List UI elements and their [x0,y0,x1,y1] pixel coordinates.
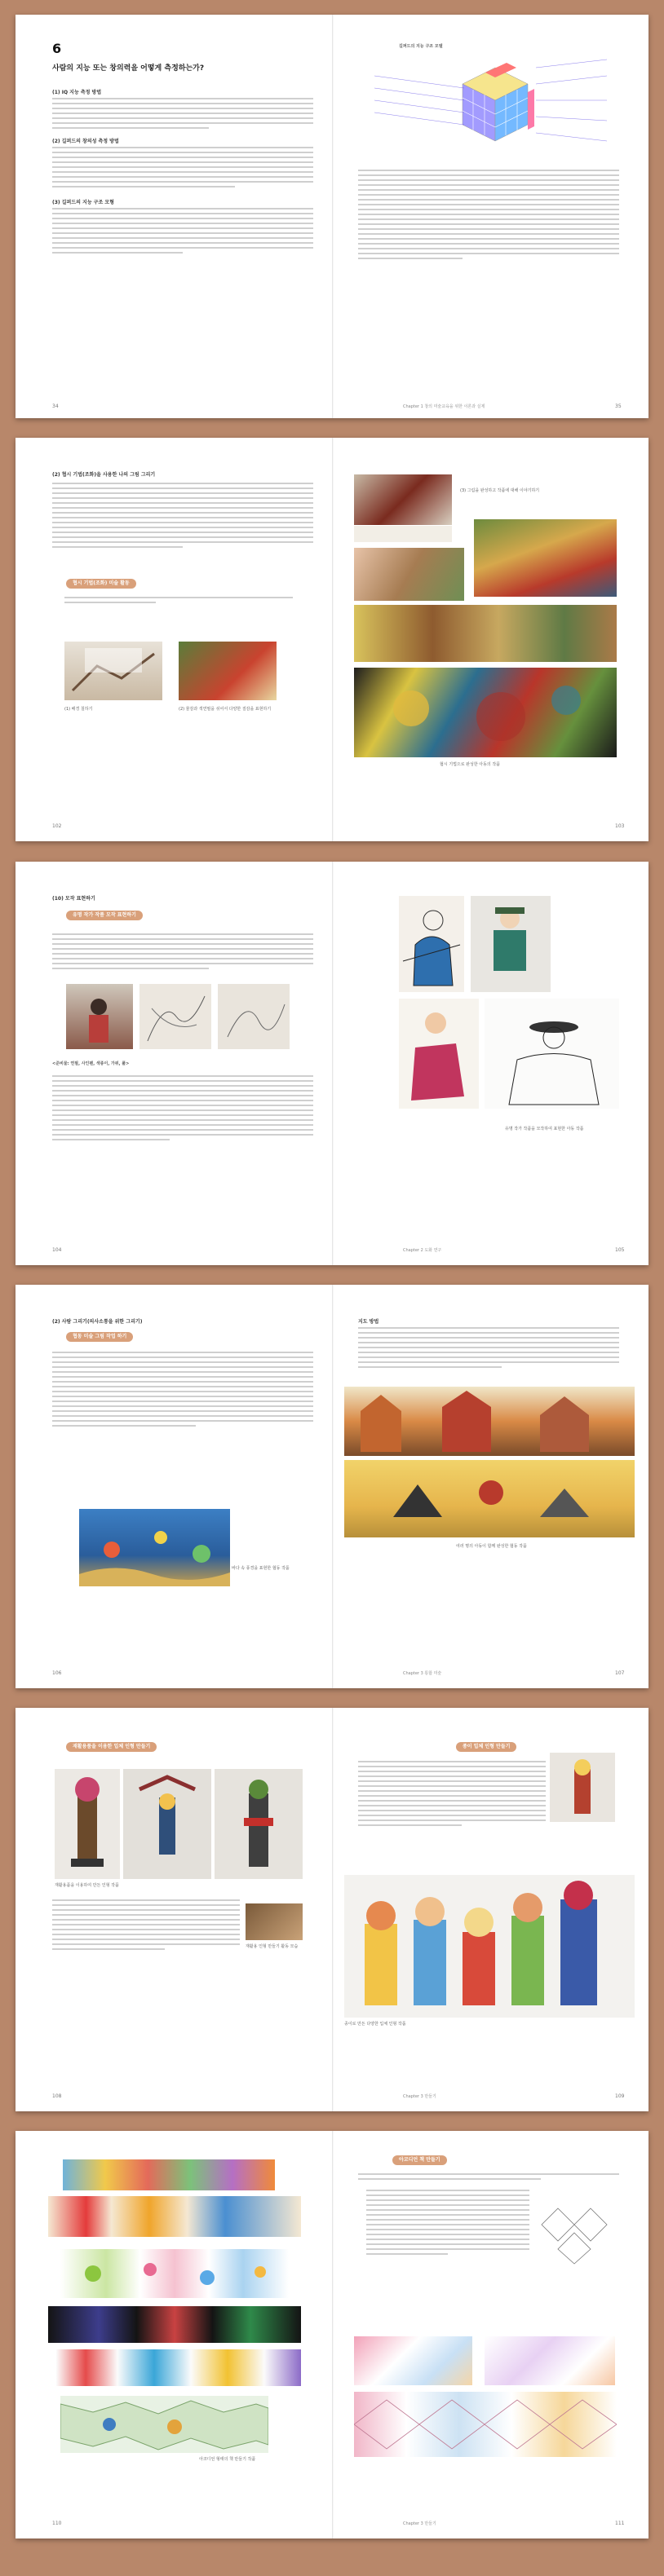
activity-tag: 아코디언 책 만들기 [392,2155,447,2165]
body-text [358,170,619,262]
puppet-photo [550,1753,615,1822]
body-text [52,147,313,191]
spread-3 [15,862,649,1265]
page-number: 110 [52,2521,62,2526]
photo-caption: (2) 물감과 색연필을 섞어서 다양한 질감을 표현하기 [179,707,272,712]
intelligence-structure-cube [366,51,611,157]
body-text [52,1352,313,1430]
student-artwork [354,605,617,662]
page-number: 102 [52,823,62,829]
activity-photo [64,642,162,700]
spread-5 [15,1708,649,2111]
accordion-book-photo [48,2306,301,2343]
page-number: 111 [615,2521,625,2526]
accordion-book-photo [56,2349,301,2386]
student-artwork [485,999,619,1109]
puppet-group-photo [344,1875,635,2018]
accordion-book-photo [354,2336,472,2385]
artwork-caption: 여러 명의 아동이 함께 완성한 협동 작품 [456,1544,527,1549]
student-artwork [399,896,464,992]
student-artwork [354,548,464,601]
photo-caption: (3) 그림을 완성하고 작품에 대해 이야기하기 [460,488,540,493]
page-number: 105 [615,1247,625,1253]
page-number: 108 [52,2093,62,2099]
activity-tag: 협시 기법(조화) 미술 활동 [66,579,136,589]
activity-tag: 종이 입체 인형 만들기 [456,1742,516,1752]
activity-photo [246,1903,303,1940]
puppet-photo [123,1769,211,1879]
accordion-book-photo [485,2336,615,2385]
section-title: (2) 사람 그리기(의사소통을 위한 그리기) [52,1319,143,1325]
subheading: (2) 길퍼드의 창의성 측정 방법 [52,139,119,144]
running-footer: Chapter 1 창의 미술교육을 위한 이론과 실제 [403,404,485,409]
gutter [332,15,334,418]
photo-caption: (1) 배경 칠하기 [64,707,93,712]
section-title: 지도 방법 [358,1319,379,1325]
activity-photo [218,984,290,1049]
accordion-book-photo [60,2396,268,2453]
activity-photo [66,984,133,1049]
photo-caption: 재활용품을 이용하여 만든 인형 작품 [55,1883,119,1888]
gutter [332,862,334,1265]
subheading: (1) IQ 지능 측정 방법 [52,90,102,95]
materials-label: <준비물: 연필, 사인펜, 색종이, 가위, 풀> [52,1061,130,1066]
body-text [52,1899,240,1953]
page-number: 104 [52,1247,62,1253]
subheading: (3) 길퍼드의 지능 구조 모형 [52,200,114,205]
gutter [332,1708,334,2111]
student-artwork [474,519,617,597]
running-footer: Chapter 3 통합 미술 [403,1671,442,1676]
section-title: 사람의 지능 또는 창의력을 어떻게 측정하는가? [52,64,205,73]
activity-photo [139,984,211,1049]
page-number: 106 [52,1670,62,1676]
gutter [332,1285,334,1688]
activity-tag: 협동 미술 그림 작업 하기 [66,1332,133,1342]
student-artwork [344,1460,635,1537]
gutter [332,438,334,841]
body-text [52,483,313,551]
body-text [52,98,313,132]
accordion-book-photo [48,2196,301,2237]
body-text [52,933,313,973]
page-number: 103 [615,823,625,829]
page-number: 34 [52,404,59,409]
body-text [52,1075,313,1144]
puppet-photo [215,1769,303,1879]
body-text [358,1761,546,1829]
materials-text [64,597,293,607]
photo-caption: 종이로 만든 다양한 입체 인형 작품 [344,2022,406,2027]
running-footer: Chapter 3 만들기 [403,2094,436,2099]
artwork-caption: 유명 작가 작품을 모작하여 표현한 아동 작품 [505,1127,584,1131]
student-artwork [79,1509,230,1586]
folding-diagram [538,2200,619,2265]
activity-tag: 유명 작가 작품 모작 표현하기 [66,911,143,920]
puppet-photo [55,1769,120,1879]
student-artwork [399,999,479,1109]
photo-caption: 재활용 인형 만들기 활동 모습 [246,1944,299,1949]
section-title: (10) 모작 표현하기 [52,896,95,902]
figure-title: 길퍼드의 지능 구조 모델 [399,44,443,49]
student-artwork [344,1387,635,1456]
artwork-caption: 바다 속 풍경을 표현한 협동 작품 [232,1566,290,1571]
student-artwork [354,668,617,757]
instruction-list [366,2190,529,2258]
artwork-caption: 협시 기법으로 완성한 아동의 작품 [440,762,500,767]
body-text [358,1327,619,1371]
activity-photo [179,642,277,700]
accordion-book-photo [60,2249,289,2298]
running-footer: Chapter 3 만들기 [403,2521,436,2526]
spread-1 [15,15,649,418]
chapter-mark: 6 [52,41,62,56]
page-number: 109 [615,2093,625,2099]
photo-caption: 아코디언 형태의 책 만들기 작품 [199,2457,256,2462]
activity-tag: 재활용품을 이용한 입체 인형 만들기 [66,1742,157,1752]
spread-4 [15,1285,649,1688]
student-artwork [471,896,551,992]
spread-6 [15,2131,649,2539]
body-text [52,208,313,257]
gutter [332,2131,334,2539]
section-title: (2) 협시 기법(조화)을 사용한 나의 그림 그리기 [52,472,156,478]
body-text [358,2173,619,2183]
page-number: 35 [615,404,622,409]
accordion-book-photo [63,2159,275,2190]
running-footer: Chapter 2 도화 연구 [403,1248,442,1253]
page-number: 107 [615,1670,625,1676]
activity-photo [354,474,452,525]
spread-2 [15,438,649,841]
accordion-book-photo [354,2392,617,2457]
